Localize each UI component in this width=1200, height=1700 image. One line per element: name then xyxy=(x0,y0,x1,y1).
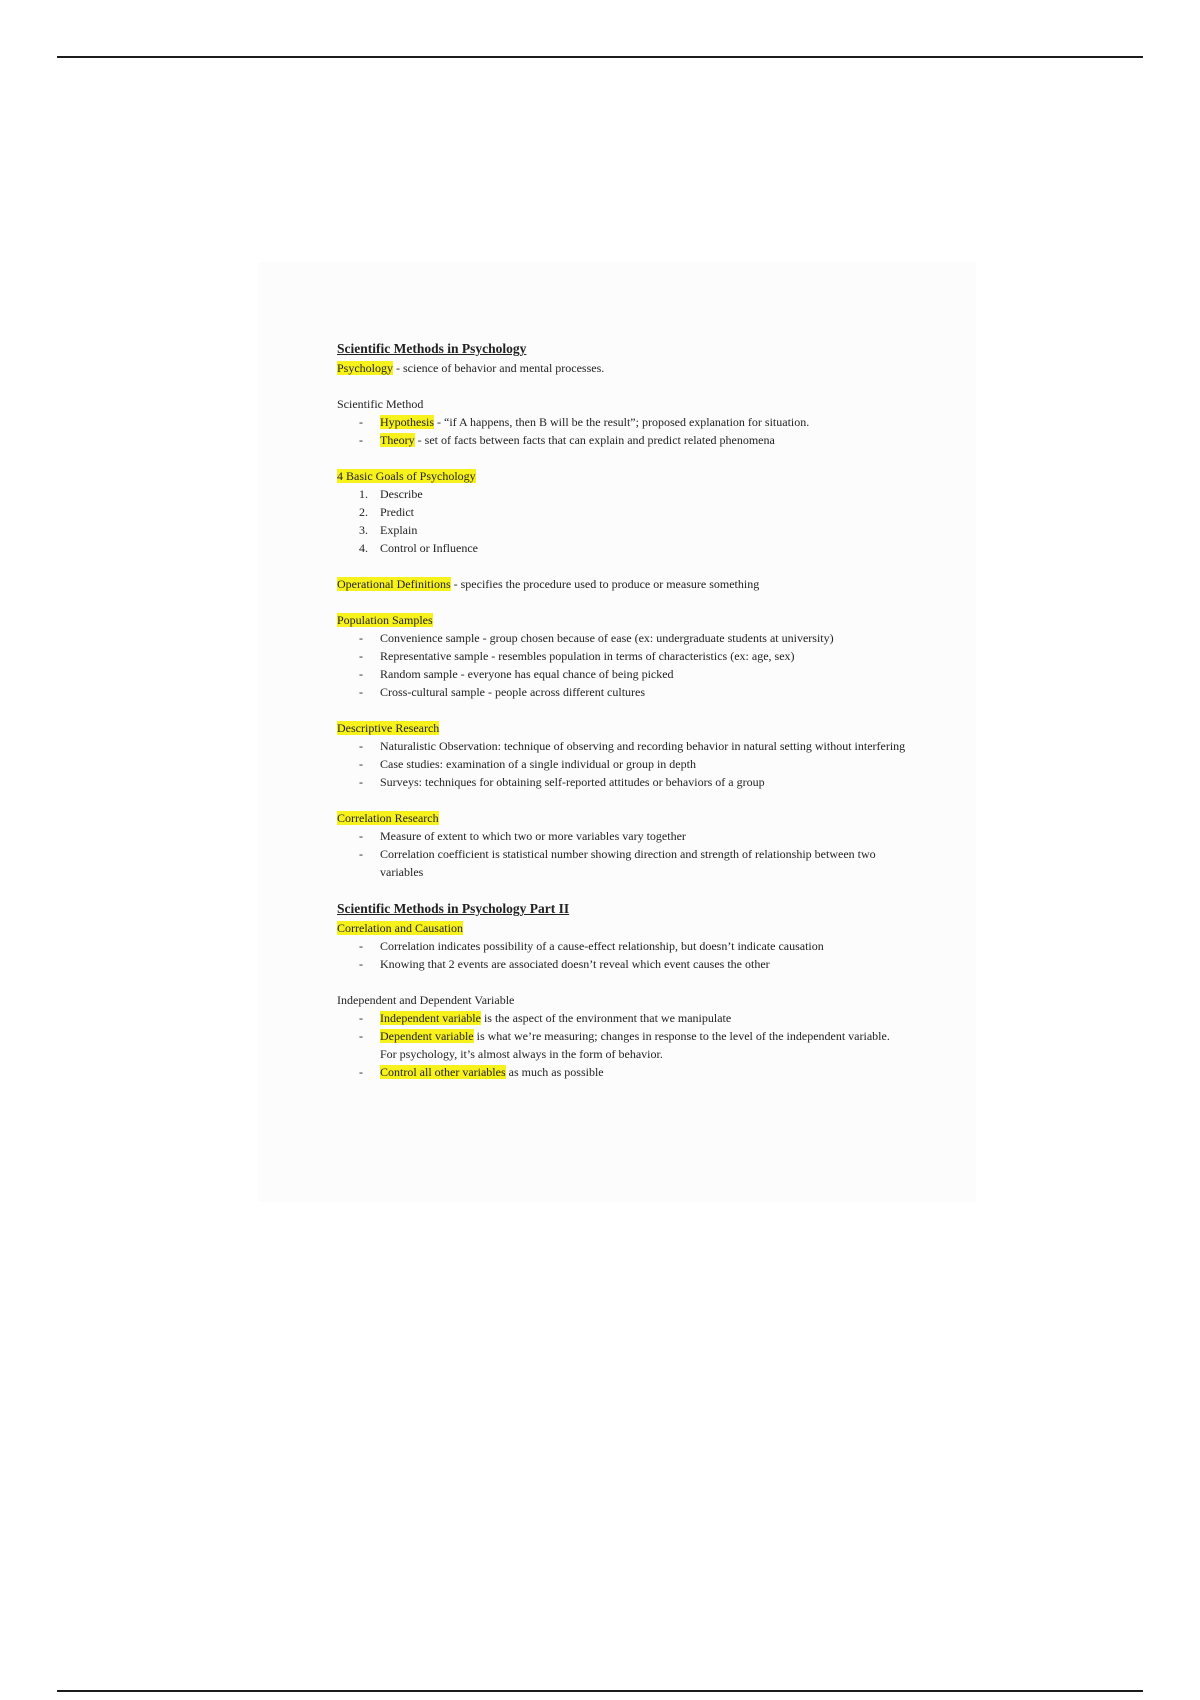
variables-list xyxy=(337,1009,907,1081)
samples-list xyxy=(337,629,907,701)
list-item: - Correlation coefficient is statistical number showing direction and strength of relationship between two variables xyxy=(359,847,876,879)
operational-definitions: Operational Definitions - specifies the procedure used to produce or measure something xyxy=(337,577,760,591)
highlighted-term: Psychology xyxy=(337,361,394,375)
descriptive-heading: Descriptive Research xyxy=(337,721,440,735)
section-title-part-2: Scientific Methods in Psychology Part II xyxy=(337,901,570,916)
scientific-method-list xyxy=(337,413,907,449)
list-item: - Independent variable is the aspect of the environment that we manipulate xyxy=(359,1011,732,1025)
list-item: - Surveys: techniques for obtaining self-reported attitudes or behaviors of a group xyxy=(359,775,765,789)
list-item: - Control all other variables as much as possible xyxy=(359,1065,604,1079)
list-item: 2. Predict xyxy=(359,505,414,519)
list-item: - Hypothesis - “if A happens, then B will be the result”; proposed explanation for situation. xyxy=(359,415,810,429)
psychology-definition: Psychology - science of behavior and mental processes. xyxy=(337,361,605,375)
variables-heading: Independent and Dependent Variable xyxy=(337,993,515,1007)
list-item: - Correlation indicates possibility of a cause-effect relationship, but doesn’t indicate causation xyxy=(359,939,824,953)
descriptive-list xyxy=(337,737,907,791)
section-title: Scientific Methods in Psychology xyxy=(337,341,527,356)
list-item: 1. Describe xyxy=(359,487,423,501)
bottom-rule xyxy=(57,1690,1143,1692)
list-item: 4. Control or Influence xyxy=(359,541,478,555)
list-item: - Convenience sample - group chosen because of ease (ex: undergraduate students at university) xyxy=(359,631,834,645)
list-item: - Dependent variable is what we’re measuring; changes in response to the level of the independent variable. For psychology, it’s almost always in the form of behavior. xyxy=(359,1029,890,1061)
list-item: - Representative sample - resembles population in terms of characteristics (ex: age, sex) xyxy=(359,649,795,663)
list-item: - Naturalistic Observation: technique of observing and recording behavior in natural setting without interfering xyxy=(359,739,906,753)
goals-heading: 4 Basic Goals of Psychology xyxy=(337,469,476,483)
list-item: - Knowing that 2 events are associated doesn’t reveal which event causes the other xyxy=(359,957,770,971)
correlation-heading: Correlation Research xyxy=(337,811,439,825)
goals-list xyxy=(337,485,907,557)
causation-list xyxy=(337,937,907,973)
scientific-method-heading: Scientific Method xyxy=(337,397,424,411)
list-item: - Cross-cultural sample - people across different cultures xyxy=(359,685,646,699)
top-rule xyxy=(57,56,1143,58)
list-item: - Measure of extent to which two or more variables vary together xyxy=(359,829,686,843)
list-item: - Random sample - everyone has equal chance of being picked xyxy=(359,667,674,681)
list-item: - Case studies: examination of a single individual or group in depth xyxy=(359,757,696,771)
list-item: 3. Explain xyxy=(359,523,418,537)
list-item: - Theory - set of facts between facts that can explain and predict related phenomena xyxy=(359,433,775,447)
causation-heading: Correlation and Causation xyxy=(337,921,463,935)
document-content xyxy=(337,339,907,1081)
correlation-list xyxy=(337,827,907,881)
samples-heading: Population Samples xyxy=(337,613,433,627)
